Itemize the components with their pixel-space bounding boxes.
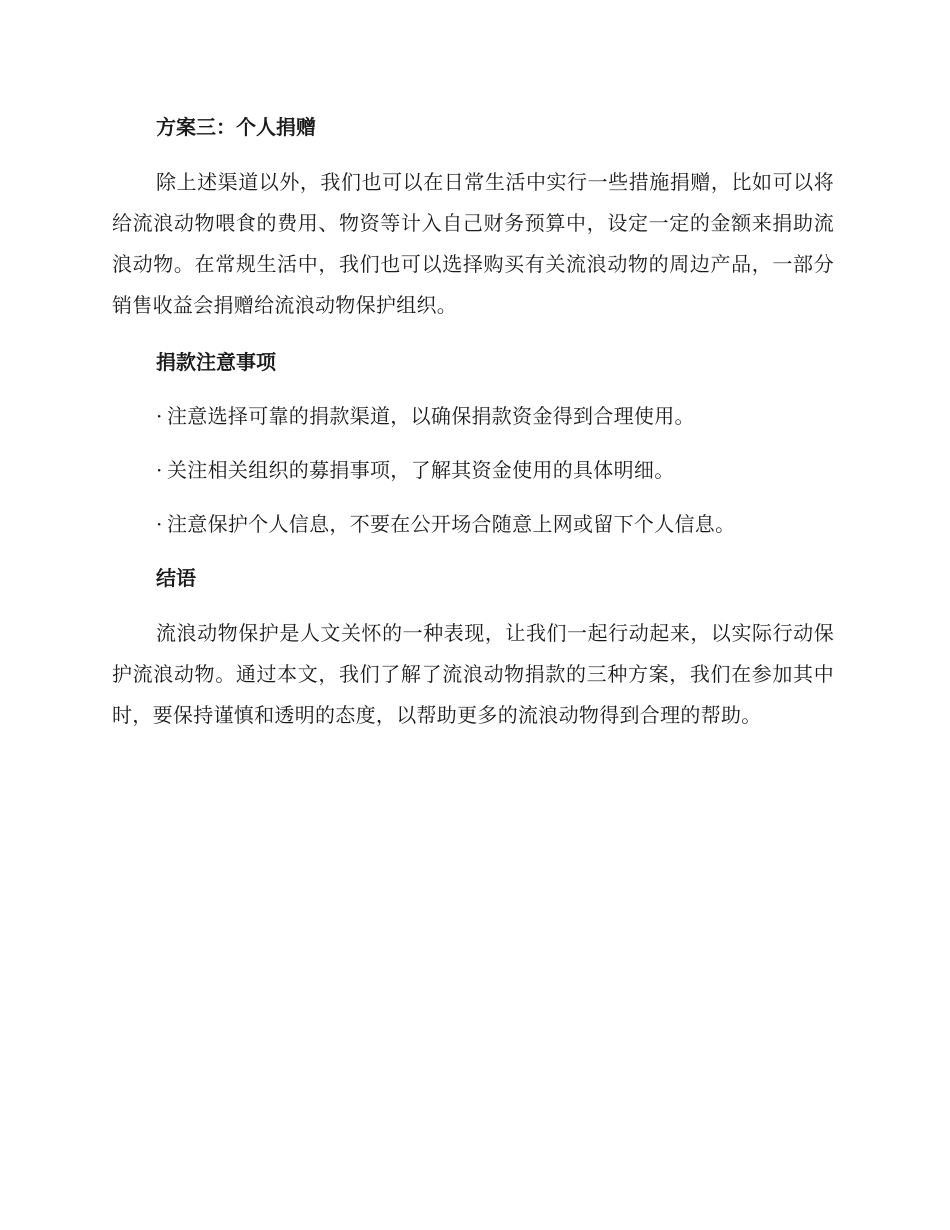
list-item: [112, 451, 834, 489]
spacer: [112, 326, 834, 343]
spacer: [112, 489, 834, 505]
spacer: [112, 435, 834, 451]
section-heading-notes: 捐款注意事项: [156, 350, 276, 374]
spacer: [112, 381, 834, 397]
paragraph-conclusion: 流浪动物保护是人文关怀的一种表现，让我们一起行动起来，以实际行动保护流浪动物。通过本文，我们了解了流浪动物捐款的三种方案，我们在参加其中时，要保持谨慎和透明的态度，以帮助更多的流浪动物得到合理的帮助。: [112, 621, 834, 727]
list-item-text: 注意选择可靠的捐款渠道，以确保捐款资金得到合理使用。: [167, 404, 695, 428]
spacer: [112, 146, 834, 162]
list-item-text: 关注相关组织的募捐事项，了解其资金使用的具体明细。: [167, 458, 675, 482]
document-body: [112, 108, 834, 736]
bullet-icon: ·: [156, 404, 163, 428]
section-heading-plan3: 方案三：个人捐赠: [156, 115, 316, 139]
spacer: [112, 543, 834, 559]
section-heading-conclusion: 结语: [156, 566, 196, 590]
list-item: [112, 505, 834, 543]
list-item: [112, 397, 834, 435]
paragraph-plan3: 除上述渠道以外，我们也可以在日常生活中实行一些措施捐赠，比如可以将给流浪动物喂食的费用、物资等计入自己财务预算中，设定一定的金额来捐助流浪动物。在常规生活中，我们也可以选择购买有关流浪动物的周边产品，一部分销售收益会捐赠给流浪动物保护组织。: [112, 170, 834, 317]
list-item-text: 注意保护个人信息，不要在公开场合随意上网或留下个人信息。: [167, 512, 736, 536]
spacer: [112, 597, 834, 613]
bullet-icon: ·: [156, 458, 163, 482]
bullet-icon: ·: [156, 512, 163, 536]
